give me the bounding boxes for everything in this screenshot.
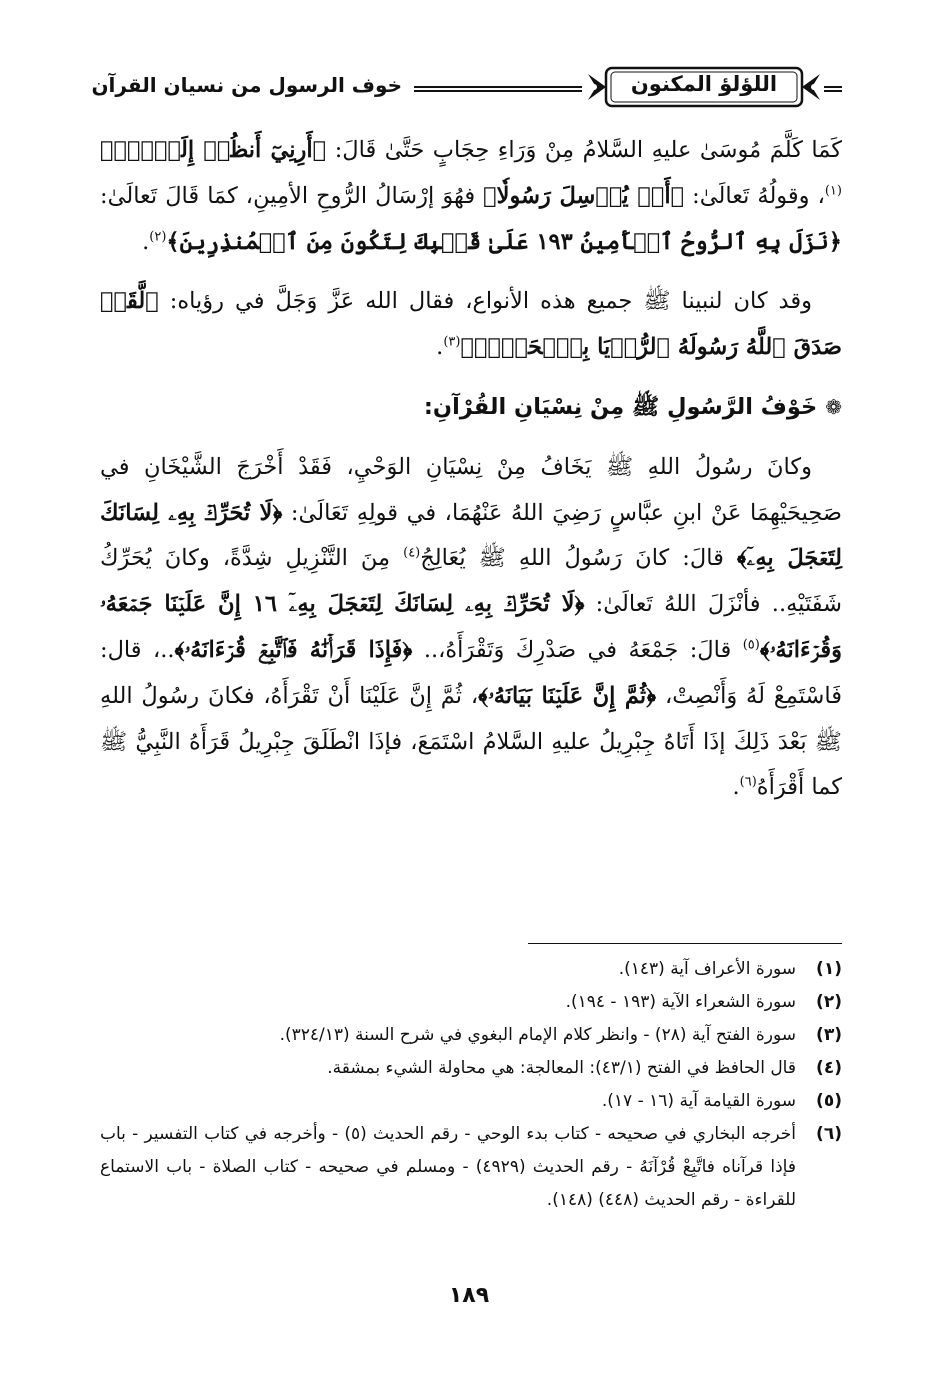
footnote-item bbox=[100, 953, 842, 986]
quran-verse: ﴿لَا تُحَرِّكۡ بِهِۦ لِسَانَكَ لِتَعۡجَلَ بِهِۦٓ﴾ bbox=[100, 499, 842, 572]
footnote-number: (١) bbox=[816, 959, 842, 979]
footnote-text: سورة القيامة آية (١٦ - ١٧). bbox=[601, 1091, 796, 1111]
section-heading-text: خَوْفُ الرَّسُولِ ﷺ مِنْ نِسْيَانِ القُرْآنِ: bbox=[423, 393, 818, 420]
quran-verse: ﴿لَا تُحَرِّكۡ بِهِۦ لِسَانَكَ لِتَعۡجَلَ بِهِۦٓ ١٦ إِنَّ عَلَيۡنَا جَمۡعَهُۥ وَقُرۡءَانَهُۥ﴾ bbox=[100, 591, 842, 663]
footnote-item bbox=[100, 1118, 842, 1217]
text-run: وقد كان لنبينا ﷺ جميع هذه الأنواع، فقال الله عَزَّ وَجَلَّ في رؤياه: bbox=[158, 288, 812, 315]
footnote-text: قال الحافظ في الفتح (٤٣/١): المعالجة: هي محاولة الشيء بمشقة. bbox=[327, 1058, 796, 1078]
footnote-ref: (٢) bbox=[149, 229, 167, 245]
text-run: . bbox=[436, 334, 444, 361]
text-run: مِنَ التَّنْزِيلِ شِدَّةً، وكانَ يُحَرِّكُ شَفَتَيْهِ.. فأنْزَلَ اللهُ تَعالَىٰ: bbox=[100, 545, 842, 618]
text-run: ، ثُمَّ إِنَّ عَلَيْنَا أَنْ تَقْرَأَهُ، فكانَ رسُولُ اللهِ ﷺ بَعْدَ ذَلِكَ إذَا أَتَاهُ جِبْرِيلُ عليهِ السَّلامُ اسْتَمَعَ، فإذَا انْطَلَقَ جِبْرِيلُ قَرَأَهُ النَّبِيُّ ﷺ كما أَقْرَأَهُ bbox=[100, 682, 842, 801]
footnote-ref: (١) bbox=[824, 183, 842, 199]
text-run: ..، قال: فَاسْتَمِعْ لَهُ وَأَنْصِتْ، bbox=[100, 636, 842, 709]
text-run: قالَ: جَمْعَهُ في صَدْرِكَ وَتَقْرَأَهُ،.. bbox=[412, 636, 743, 663]
footnote-ref: (٦) bbox=[739, 774, 757, 790]
footnotes bbox=[100, 953, 842, 1217]
quran-verse: ﴿أَرِنِيٓ أَنظُرۡ إِلَيۡكَۚ﴾ bbox=[100, 137, 327, 163]
series-title: اللؤلؤ المكنون bbox=[630, 72, 778, 96]
text-run: ، وقولُهُ تَعالَىٰ: bbox=[684, 182, 825, 209]
text-run: فهُوَ إرْسَالُ الرُّوحِ الأمِينِ، كمَا قَالَ تَعالَىٰ: bbox=[100, 182, 484, 209]
text-run: . bbox=[732, 774, 740, 801]
text-run: قالَ: كانَ رَسُولُ اللهِ ﷺ يُعَالِجُ bbox=[420, 545, 737, 572]
running-header bbox=[91, 62, 842, 114]
quran-verse: ﴿لَّقَدۡ صَدَقَ ٱللَّهُ رَسُولَهُ ٱلرُّءۡيَا بِٱلۡحَقِّۖ﴾ bbox=[100, 288, 842, 361]
footnote-ref: (٣) bbox=[443, 334, 461, 350]
footnote-item bbox=[100, 1085, 842, 1118]
section-heading bbox=[100, 385, 842, 431]
quran-verse: ﴿أَوۡ يُرۡسِلَ رَسُولٗا﴾ bbox=[483, 182, 685, 209]
footnote-item bbox=[100, 986, 842, 1019]
page-number: ١٨٩ bbox=[448, 1283, 490, 1308]
quran-verse: ﴿ثُمَّ إِنَّ عَلَيۡنَا بَيَانَهُۥ﴾ bbox=[478, 682, 657, 709]
main-text bbox=[100, 128, 842, 811]
footnote-text: سورة الأعراف آية (١٤٣). bbox=[618, 959, 796, 979]
footnote-number: (٤) bbox=[816, 1058, 842, 1078]
footnote-ref: (٥) bbox=[742, 637, 760, 653]
footnote-number: (٣) bbox=[816, 1025, 842, 1045]
text-run: . bbox=[142, 228, 150, 255]
footnote-number: (٥) bbox=[816, 1091, 842, 1111]
footnote-item bbox=[100, 1052, 842, 1085]
paragraph-2 bbox=[100, 279, 842, 371]
header-rule-right bbox=[824, 86, 842, 92]
footnote-text: أخرجه البخاري في صحيحه - كتاب بدء الوحي - رقم الحديث (٥) - وأخرجه في كتاب التفسير - باب فإذا قرآناه فاتَّبِعْ قُرْآنَهُ - رقم الحديث (٤٩٢٩) - ومسلم في صحيحه - كتاب الصلاة - باب الاستماع للقراءة - رقم الحديث (٤٤٨) (١٤٨). bbox=[100, 1124, 796, 1210]
chapter-title: خوف الرسول من نسيان القرآن bbox=[91, 73, 402, 97]
quran-verse: ﴿فَإِذَا قَرَأۡنَٰهُ فَٱتَّبِعۡ قُرۡءَانَهُۥ﴾ bbox=[174, 636, 413, 663]
paragraph-1 bbox=[100, 128, 842, 265]
header-rule-middle bbox=[414, 86, 582, 92]
footnote-separator bbox=[528, 943, 842, 944]
footnote-text: سورة الفتح آية (٢٨) - وانظر كلام الإمام البغوي في شرح السنة (٣٢٤/١٣). bbox=[279, 1025, 796, 1045]
text-run: كَمَا كَلَّمَ مُوسَىٰ عليهِ السَّلامُ مِنْ وَرَاءِ حِجَابٍ حَتَّىٰ قَالَ: bbox=[326, 137, 842, 163]
text-run: وكانَ رسُولُ اللهِ ﷺ يَخَافُ مِنْ نِسْيَانِ الوَحْيِ، فَقَدْ أَخْرَجَ الشَّيْخَانِ في صَحِيحَيْهِمَا عَنْ ابنِ عبَّاسٍ رَضِيَ اللهُ عَنْهُمَا، في قولِهِ تَعَالَىٰ: bbox=[100, 453, 842, 526]
quran-verse: ﴿نَزَلَ بِهِ ٱلرُّوحُ ٱلۡأَمِينُ ١٩٣ عَلَىٰ قَلۡبِكَ لِتَكُونَ مِنَ ٱلۡمُنذِرِينَ﴾ bbox=[166, 228, 842, 255]
footnote-item bbox=[100, 1019, 842, 1052]
flower-bullet-icon: ❁ bbox=[825, 394, 842, 419]
footnote-number: (٦) bbox=[816, 1124, 842, 1144]
footnote-number: (٢) bbox=[816, 992, 842, 1012]
footnote-ref: (٤) bbox=[403, 545, 421, 561]
paragraph-3 bbox=[100, 445, 842, 811]
footnote-text: سورة الشعراء الآية (١٩٣ - ١٩٤). bbox=[565, 992, 796, 1012]
